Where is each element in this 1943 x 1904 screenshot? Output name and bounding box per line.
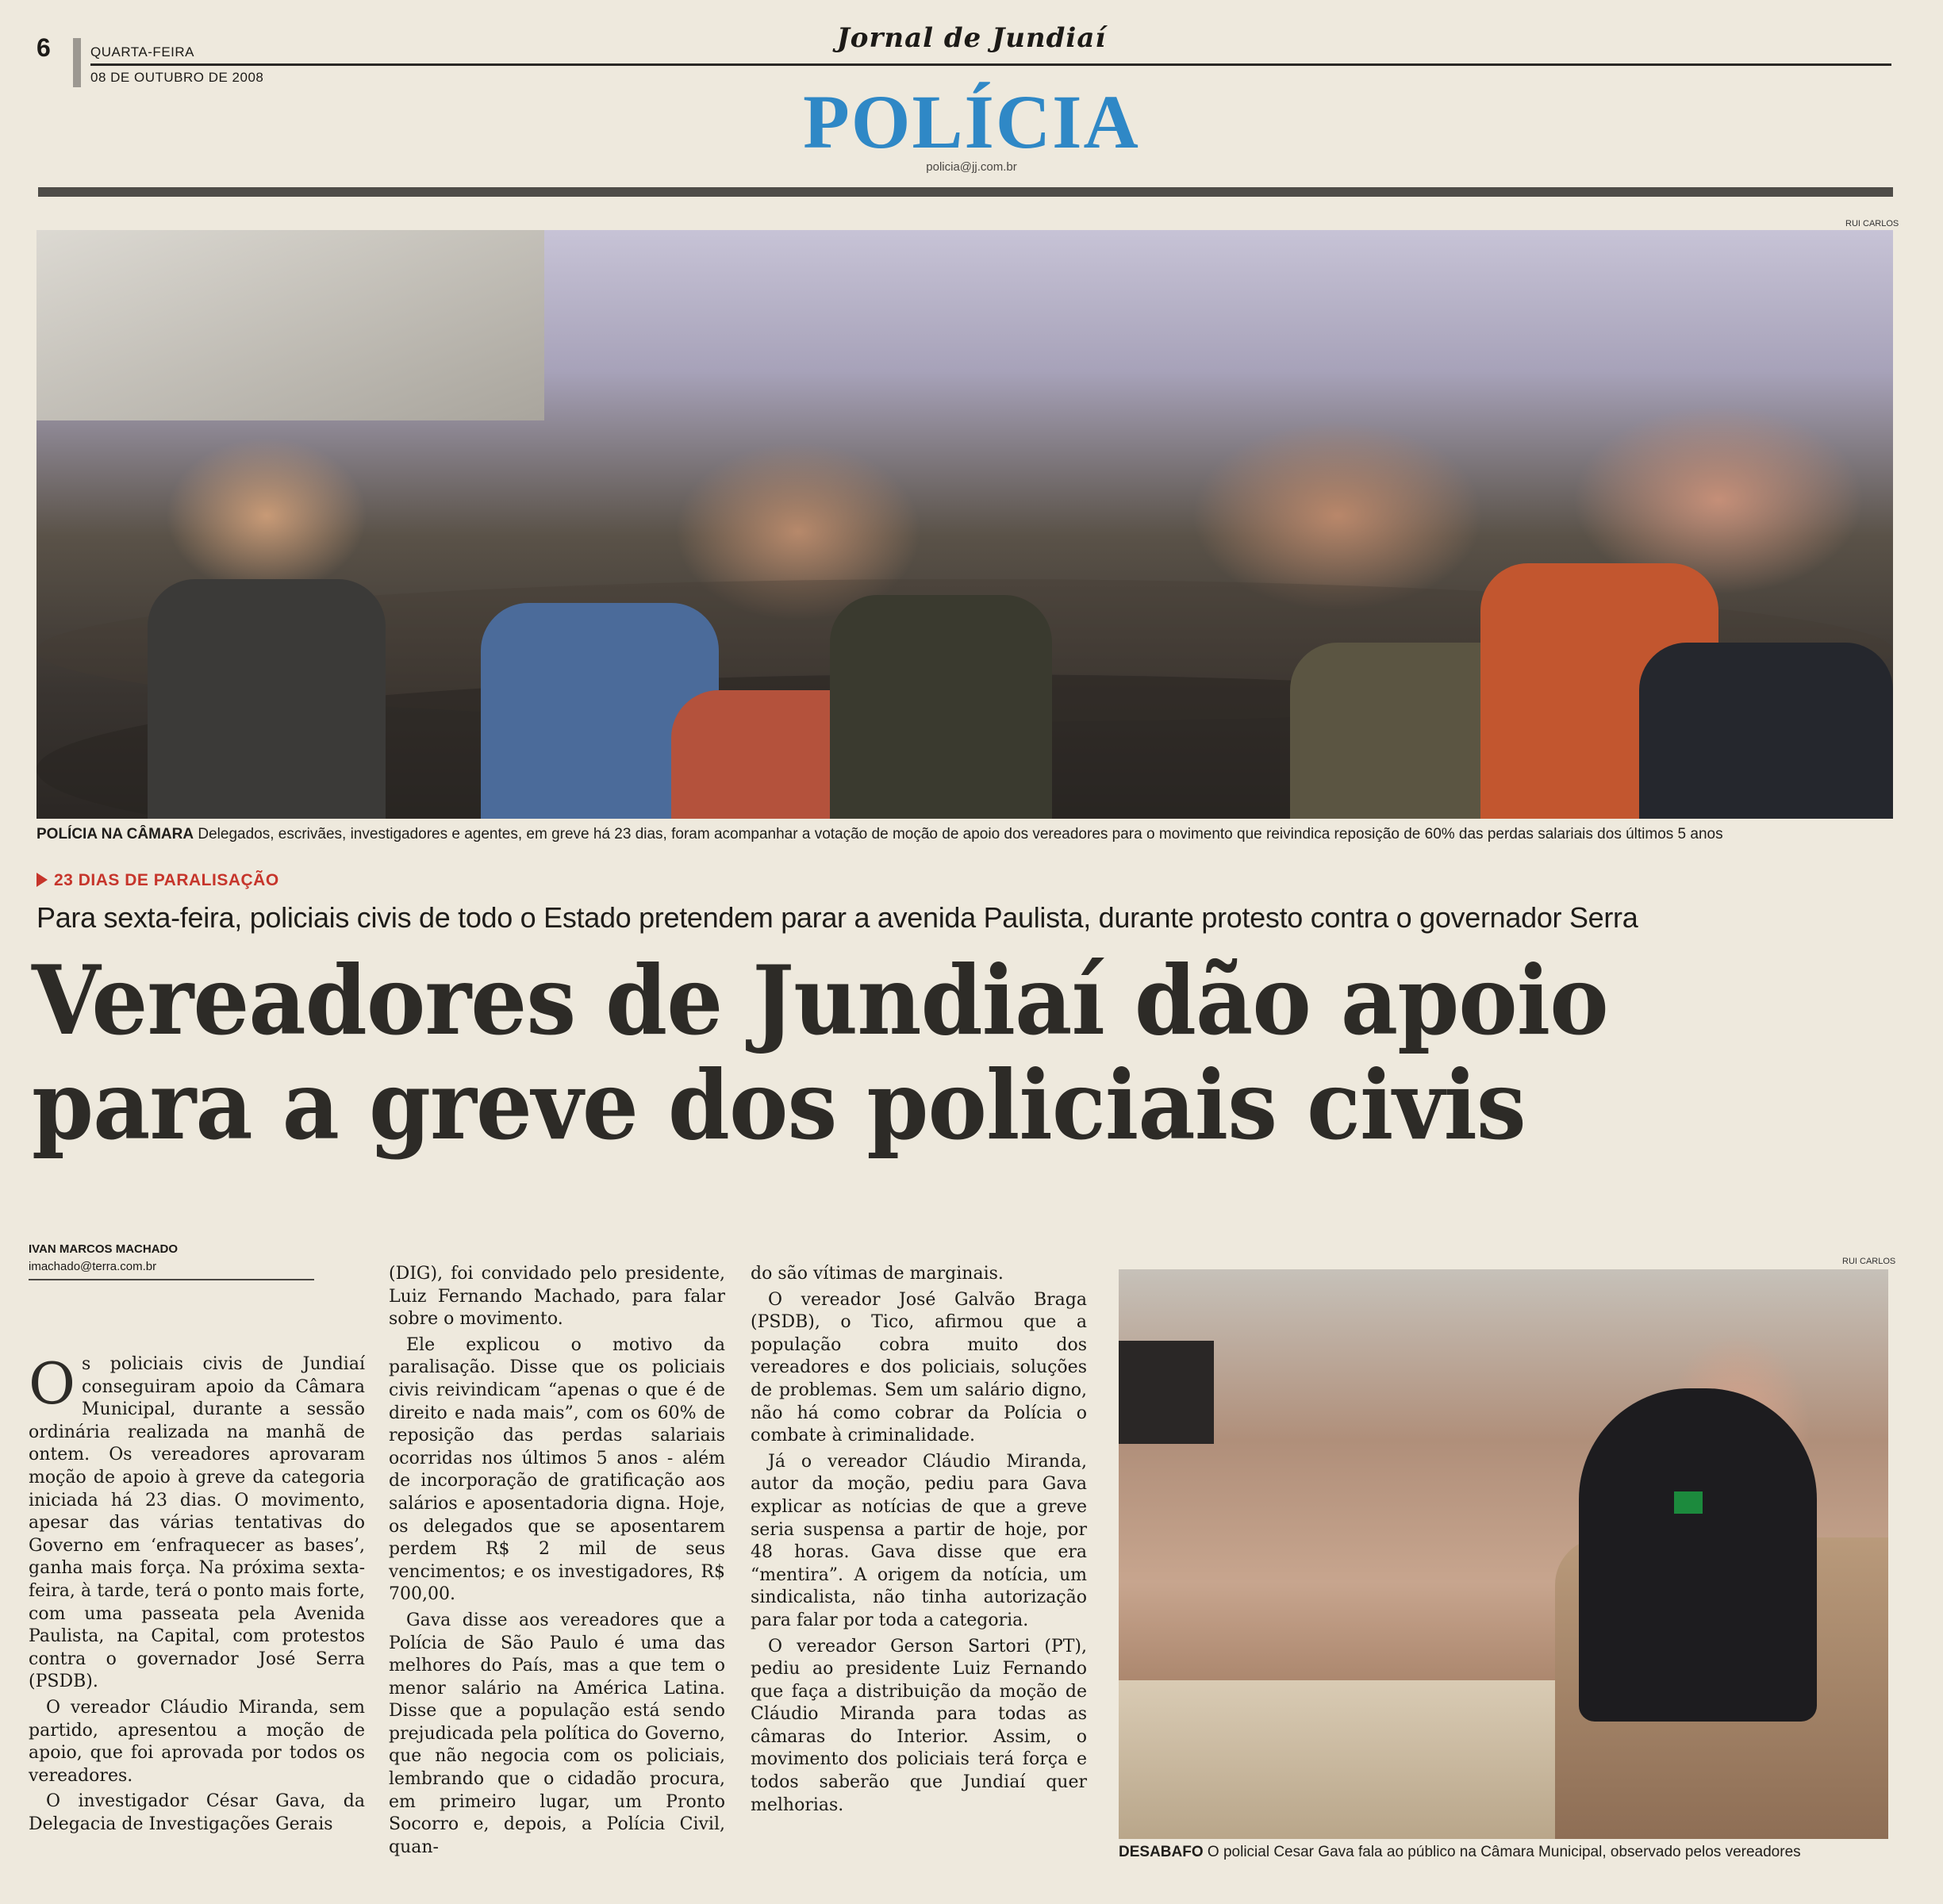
paragraph: O vereador José Galvão Braga (PSDB), o Tico, afirmou que a população cobra muito dos vereadores e dos policiais, soluções de problemas. Sem um salário digno, não há como cobrar da Polícia o combate à criminalidade. [751,1289,1087,1446]
headline-line-2: para a greve dos policiais civis [32,1050,1526,1161]
article-column-1 [29,1350,365,1839]
kicker-text: 23 DIAS DE PARALISAÇÃO [54,871,279,889]
byline-email[interactable]: imachado@terra.com.br [29,1260,157,1273]
page-number: 6 [36,33,51,62]
header-rule [90,63,1891,66]
headline-line-1: Vereadores de Jundiaí dão apoio [32,945,1608,1057]
dropcap: O [29,1350,76,1417]
paragraph: Ele explicou o motivo da paralisação. Disse que os policiais civis reivindicam “apenas o que é de direito e nada mais”, com os 60% de reposição das perdas salariais ocorridas nos últimos 5 anos - além de incorporação de gratificação aos salários e aposentadoria digna. Hoje, os delegados que se aposentarem perdem R$ 2 mil de seus vencimentos; e os investigadores, R$ 700,00. [389,1334,725,1605]
side-photo-caption [1119,1844,1888,1861]
byline-rule [29,1279,314,1280]
side-caption-label: DESABAFO [1119,1844,1204,1860]
paragraph: Já o vereador Cláudio Miranda, autor da moção, pediu para Gava explicar as notícias de que a greve seria suspensa a partir de hoje, por 48 horas. Gava disse que era “mentira”. A origem da notícia, um sindicalista, não tinha autorização para falar por toda a categoria. [751,1451,1087,1630]
section-rule [38,187,1893,197]
subhead: Para sexta-feira, policiais civis de todo o Estado pretendem parar a avenida Paulista, durante protesto contra o governador Serra [36,901,1638,934]
section-email: policia@jj.com.br [926,160,1017,174]
paragraph: (DIG), foi convidado pelo presidente, Luiz Fernando Machado, para falar sobre o movimento. [389,1264,725,1330]
paragraph: Os policiais civis de Jundiaí conseguiram apoio da Câmara Municipal, durante a sessão ordinária realizada na manhã de ontem. Os vereadores aprovaram moção de apoio à greve da categoria iniciada há 23 dias. O movimento, apesar das várias tentativas do Governo em ‘enfraquecer as bases’, ganha mais força. Na próxima sexta-feira, à tarde, terá o ponto mais forte, com uma passeata pela Avenida Paulista, na Capital, com protestos contra o governador José Serra (PSDB). [29,1350,365,1692]
main-photo [36,230,1893,819]
section-title: POLÍCIA [803,79,1140,164]
main-photo-caption [36,825,1893,844]
side-caption-text: O policial Cesar Gava fala ao público na Câmara Municipal, observado pelos vereadores [1207,1844,1801,1860]
kicker [36,871,279,890]
kicker-arrow-icon [36,873,48,887]
article-column-2 [389,1263,725,1862]
paragraph: O vereador Cláudio Miranda, sem partido, apresentou a moção de apoio, que foi aprovada por todos os vereadores. [29,1697,365,1786]
masthead: Jornal de Jundiaí [836,22,1107,54]
weekday: QUARTA-FEIRA [90,44,194,60]
paragraph: O investigador César Gava, da Delegacia de Investigações Gerais [29,1791,365,1834]
headline [32,945,1773,1161]
main-caption-text: Delegados, escrivães, investigadores e agentes, em greve há 23 dias, foram acompanhar a votação de moção de apoio dos vereadores para o movimento que reivindica reposição de 60% das perdas salariais dos últimos 5 anos [198,826,1723,843]
side-photo [1119,1269,1888,1839]
paragraph: O vereador Gerson Sartori (PT), pediu ao presidente Luiz Fernando que faça a distribuição da moção de Cláudio Miranda para todas as câmaras do Interior. Assim, o movimento dos policiais terá força e todos saberão que Jundiaí quer melhorias. [751,1636,1087,1815]
byline-name: IVAN MARCOS MACHADO [29,1242,179,1256]
main-photo-credit: RUI CARLOS [1845,219,1899,228]
article-column-3 [751,1263,1087,1820]
paragraph: do são vítimas de marginais. [751,1264,1004,1284]
paragraph: Gava disse aos vereadores que a Polícia de São Paulo é uma das melhores do País, mas a que tem o menor salário na América Latina. Disse que a população está sendo prejudicada pela política do Governo, que não negocia com os policiais, lembrando que o cidadão procura, em primeiro lugar, um Pronto Socorro e, depois, a Polícia Civil, quan- [389,1610,725,1857]
main-caption-label: POLÍCIA NA CÂMARA [36,826,194,843]
side-photo-credit: RUI CARLOS [1842,1257,1896,1266]
issue-date: 08 DE OUTUBRO DE 2008 [90,70,264,85]
